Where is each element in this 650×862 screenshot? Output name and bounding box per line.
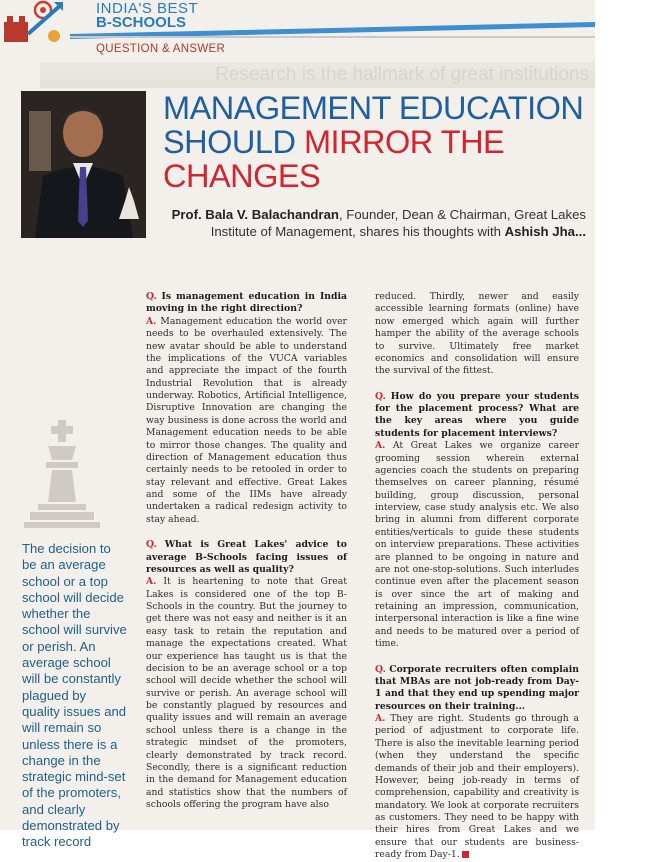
pull-quote: The decision to be an average school or a top school will decide whether the school will survive or perish. An average school will be constantly plagued by quality issues and will remain so unless there is a change in the strategic mind-set of the promoters, and clearly demonstrated by track record bbox=[22, 541, 127, 850]
answer-1 bbox=[146, 316, 347, 526]
title-highlight: MIRROR THE bbox=[303, 124, 505, 160]
byline-text: , Founder, Dean & Chairman, Great Lakes Institute of Management, shares his thoughts with bbox=[210, 207, 586, 239]
question-text: Is management education in India moving in the right direction? bbox=[146, 291, 347, 315]
a-marker: A. bbox=[146, 576, 157, 588]
answer-3 bbox=[375, 440, 579, 650]
question-text: Corporate recruiters often complain that MBAs are not job-ready from Day-1 and that they end up spending major resources on their training... bbox=[375, 663, 579, 712]
author-photo bbox=[21, 91, 146, 238]
a-marker: A. bbox=[146, 315, 157, 327]
question-3 bbox=[375, 391, 579, 441]
q-marker: Q. bbox=[375, 390, 386, 402]
a-marker: A. bbox=[375, 440, 386, 452]
author-name: Prof. Bala V. Balachandran bbox=[171, 207, 339, 222]
question-2 bbox=[146, 539, 347, 576]
title-line-1: MANAGEMENT EDUCATION bbox=[163, 90, 584, 126]
text-column-1 bbox=[146, 291, 347, 811]
article-title bbox=[163, 91, 583, 193]
answer-text: At Great Lakes we organize career grooming session wherein external agencies coach the students on preparing themselves on career planning, résumé building, group discussion, personal interview, case study analysis etc. We also bring in alumni from different corporate entities/verticals to guide these students on interview preparations. These activities are planned to be ongoing in nature and are not one-stop-solutions. Such interludes continue even after the placement season is over since the art of making and retaining an impression, communication, interpersonal interaction is like a fine wine and needs to be matured over a period of time. bbox=[375, 440, 579, 650]
answer-text: Management education the world over needs to be overhauled extensively. The new avatar should be able to understand the implications of the VUCA variables and appreciate the impact of the fourth Industrial Revolution that is already underway. Robotics, Artificial Intelligence, Disruptive Innovation are changing the way business is done across the world and Management education needs to be able to mirror those changes. The quality and direction of Management education thus certainly needs to be retooled in order to stay relevant and effective. Great Lakes and some of the IIMs have already undertaken a radical redesign activity to stay ahead. bbox=[146, 315, 347, 525]
text-column-2 bbox=[375, 291, 579, 862]
q-marker: Q. bbox=[146, 291, 157, 302]
question-text: How do you prepare your students for the placement process? What are the key areas where you guide students for placement interviews? bbox=[375, 390, 580, 439]
answer-2 bbox=[146, 576, 347, 811]
faded-banner: Research is the hallmark of great institutions bbox=[40, 62, 595, 88]
question-4 bbox=[375, 664, 579, 714]
section-label: QUESTION & ANSWER bbox=[96, 43, 226, 55]
column-continuation-space bbox=[375, 291, 579, 391]
answer-text: It is heartening to note that Great Lakes is considered one of the top B-Schools in the country. But the journey to get there was not easy and neither is it an easy task to retain the reputation and manage the expectations created. What our experience has taught us is that the decision to be an average school or a top school will decide whether the school will survive or perish. An average school will be constantly plagued by resources and quality issues and will remain an average school unless there is a change in the strategic mindset of the promoters, clearly demonstrated by track record. Secondly, there is a significant reduction in the demand for Management education and statistics show that the numbers of schools offering the program have also bbox=[146, 576, 347, 810]
q-marker: Q. bbox=[375, 663, 386, 675]
question-1 bbox=[146, 291, 347, 316]
scan-margin bbox=[595, 0, 650, 830]
chess-king-icon bbox=[24, 420, 100, 530]
title-line-2-start: SHOULD bbox=[163, 124, 304, 160]
answer-4 bbox=[375, 713, 579, 862]
interviewer-name: Ashish Jha... bbox=[504, 224, 586, 239]
header-divider bbox=[70, 36, 595, 38]
title-line-3: CHANGES bbox=[163, 158, 321, 194]
answer-text: They are right. Students go through a period of adjustment to corporate life. There is also the inevitable learning period (when they understand the specific demands of their job and their employers). However, being job-ready in terms of comprehension, capability and creativity is mandatory. We look at corporate recruiters as customers. They need to be happy with their hires from Great Lakes and we ensure that our students are business-ready from Day-1. bbox=[375, 713, 579, 861]
byline bbox=[146, 206, 586, 240]
title-line-2 bbox=[163, 125, 583, 159]
brand-line-2: B-SCHOOLS bbox=[96, 14, 186, 31]
question-text: What is Great Lakes' advice to average B-Schools facing issues of resources as well as quality? bbox=[146, 539, 347, 575]
answer-2-continued: reduced. Thirdly, newer and easily accessible learning formats (online) have now emerged which again will further hamper the ability of the average schools to survive. Ultimately free market economics and consolidation will ensure the survival of the fittest. bbox=[375, 291, 579, 377]
q-marker: Q. bbox=[146, 539, 157, 551]
brand-line-1: INDIA'S BEST bbox=[96, 0, 199, 17]
b-school-logo-icon bbox=[2, 0, 64, 44]
portrait-illustration bbox=[21, 91, 146, 238]
end-of-article-icon bbox=[462, 851, 469, 858]
a-marker: A. bbox=[375, 713, 386, 724]
